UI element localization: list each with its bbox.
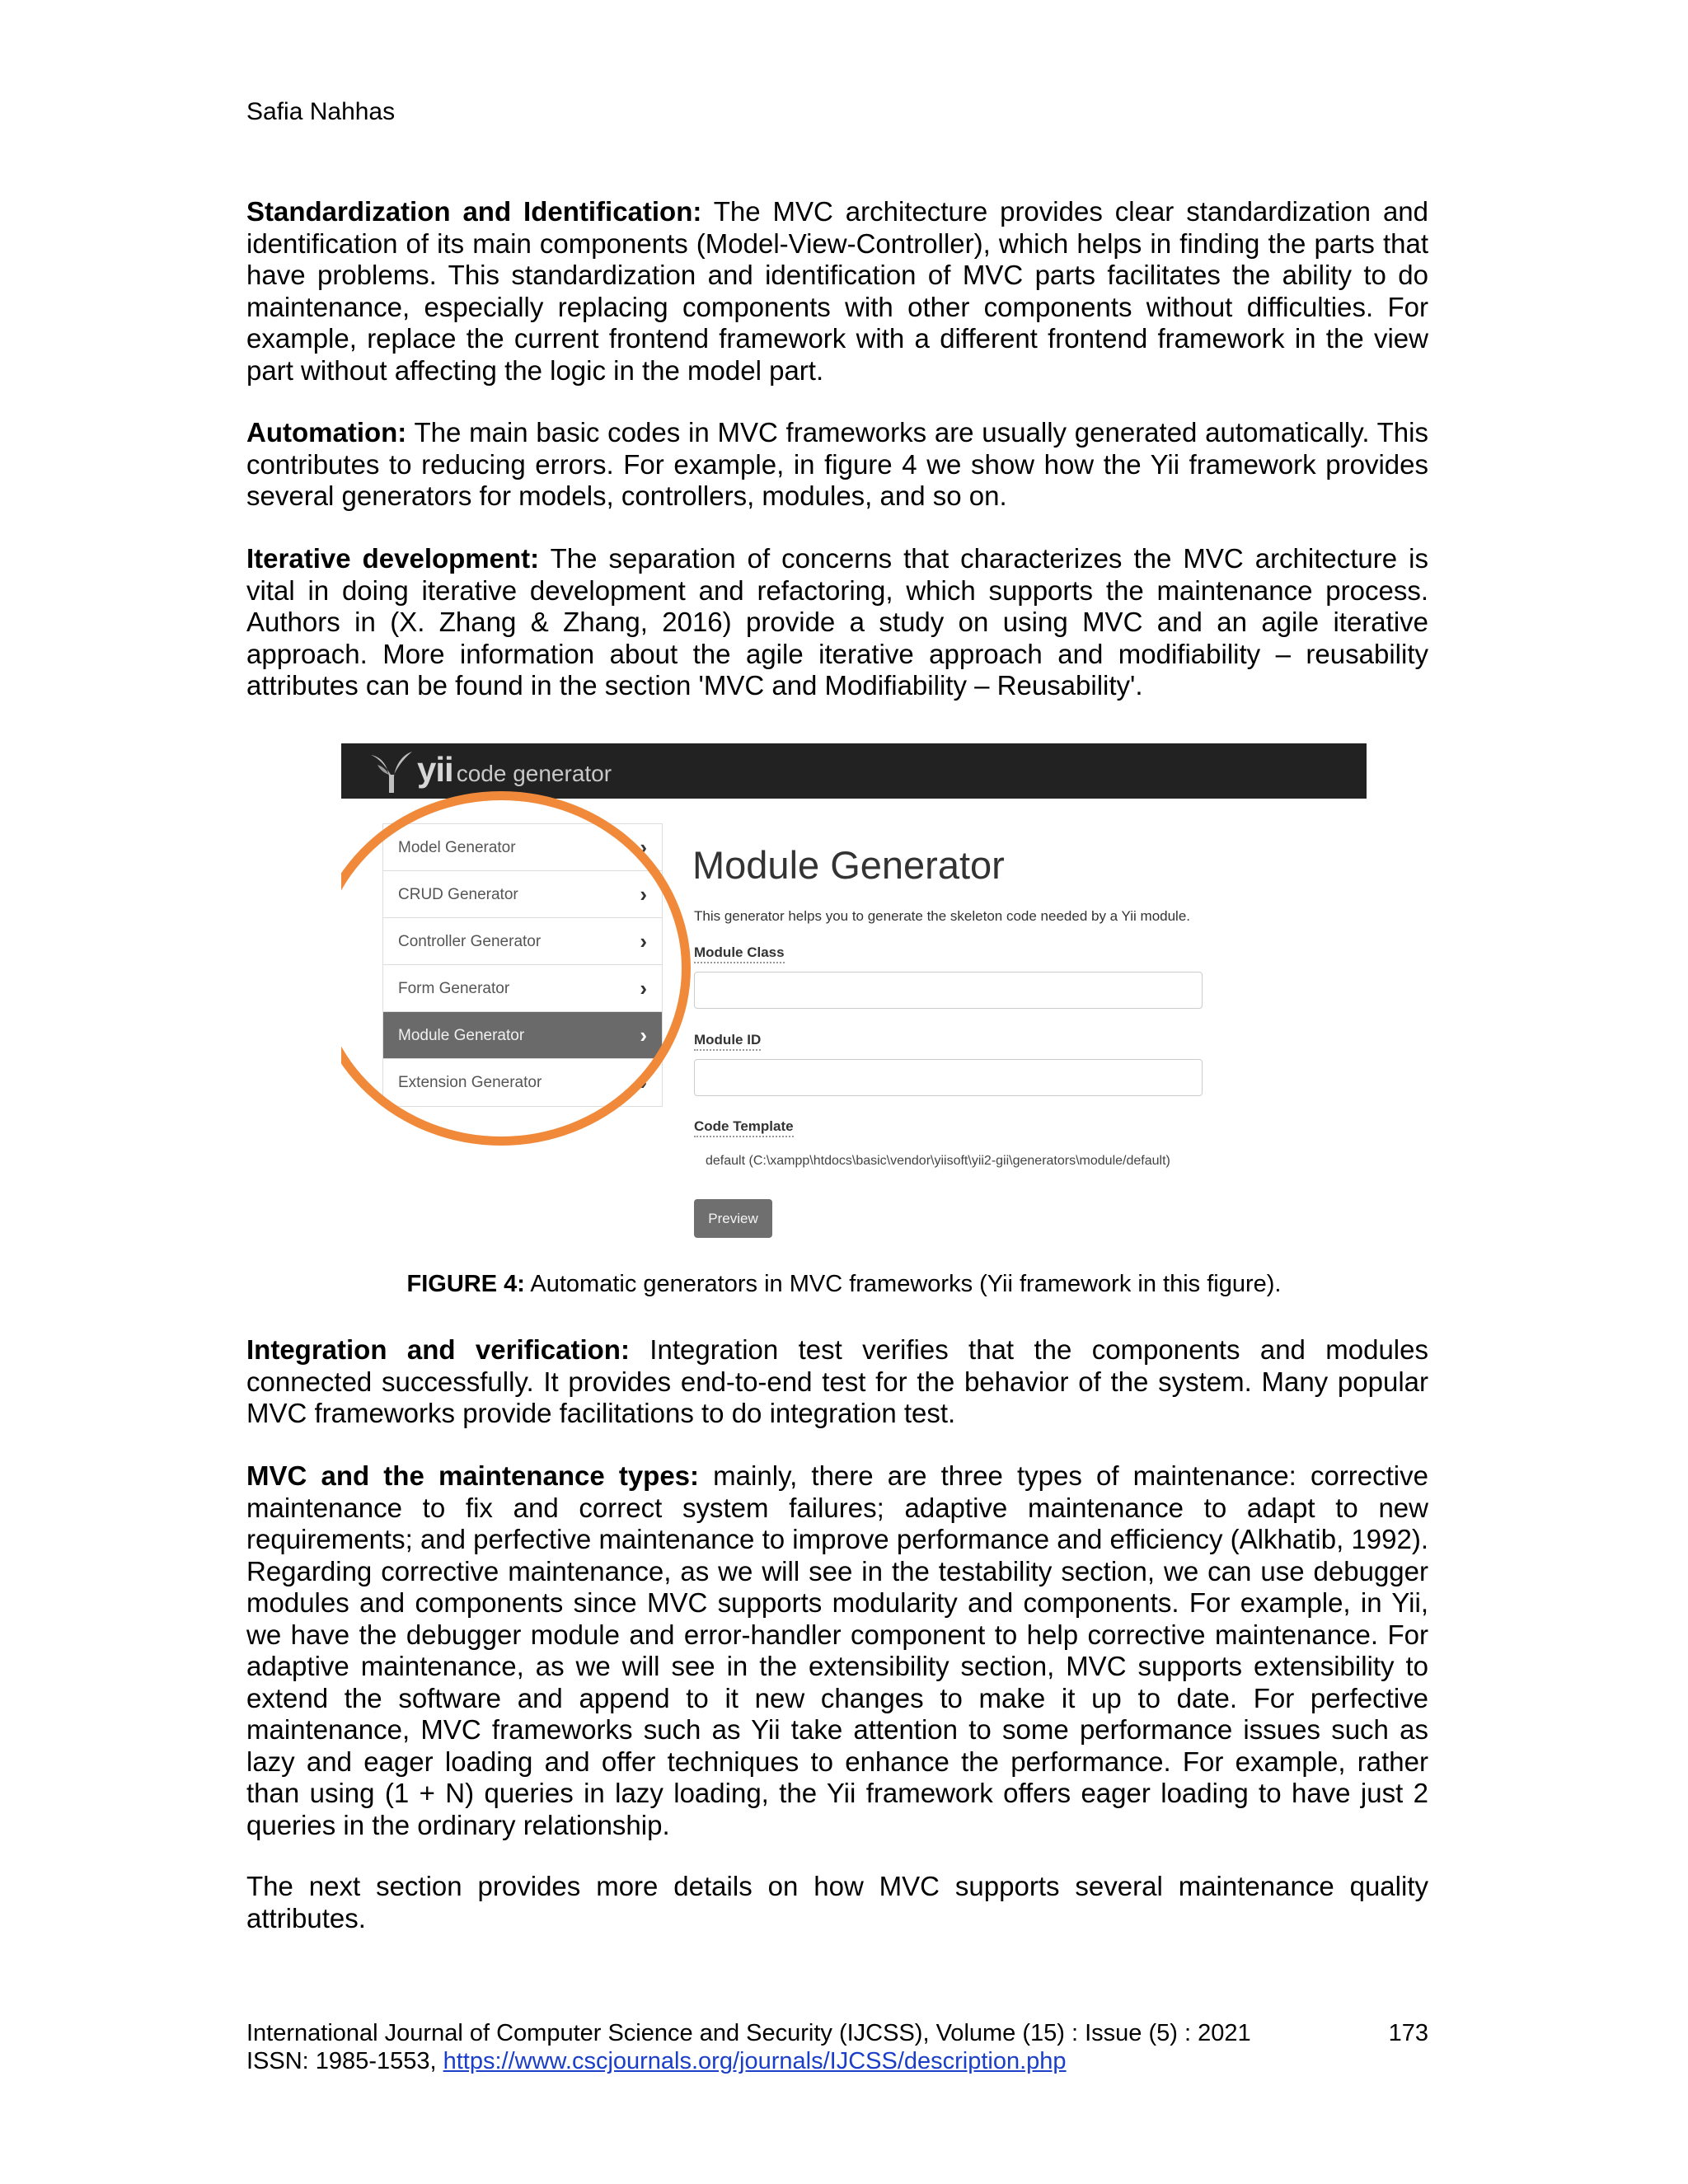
yii-brand-subtitle: code generator <box>456 761 612 786</box>
generator-item-label: Form Generator <box>398 980 510 997</box>
generator-item-crud[interactable] <box>383 871 662 918</box>
module-id-input[interactable] <box>694 1059 1203 1096</box>
code-template-radio-value[interactable]: default (C:\xampp\htdocs\basic\vendor\yiisoft\yii2-gii\generators\module/default) <box>706 1154 1170 1168</box>
figure-caption <box>0 1270 1688 1298</box>
paragraph-body: The separation of concerns that characterizes the MVC architecture is vital in doing iterative development and refactoring, which supports the maintenance process. Authors in (X. Zhang & Zhang, 2016) provide a study on using MVC and an agile iterative approach. More information about the agile iterative approach and modifiability – reusability attributes can be found in the section 'MVC and Modifiability – Reusability'. <box>246 543 1428 701</box>
generator-item-label: CRUD Generator <box>398 886 518 903</box>
journal-url-link[interactable]: https://www.cscjournals.org/journals/IJCSS/description.php <box>443 2048 1067 2074</box>
generator-item-extension[interactable] <box>383 1059 662 1106</box>
generator-item-model[interactable] <box>383 824 662 871</box>
figure-yii-code-generator <box>341 743 1367 1246</box>
paragraph-body: mainly, there are three types of maintenance: corrective maintenance to fix and correct system failures; adaptive maintenance to adapt to new requirements; and perfective maintenance to improve performance and efficiency (Alkhatib, 1992). Regarding corrective maintenance, as we will see in the testability section, we can use debugger modules and components since MVC supports modularity and components. For example, in Yii, we have the debugger module and error-handler component to help corrective maintenance. For adaptive maintenance, as we will see in the extensibility section, MVC supports extensibility to extend the software and append to it new changes to make it up to date. For perfective maintenance, MVC frameworks such as Yii take attention to some performance issues such as lazy and eager loading and offer techniques to enhance the performance. For example, rather than using (1 + N) queries in lazy loading, the Yii framework offers eager loading to have just 2 queries in the ordinary relationship. <box>246 1460 1428 1840</box>
generator-item-label: Model Generator <box>398 839 516 856</box>
chevron-right-icon: › <box>640 976 647 1001</box>
module-class-input[interactable] <box>694 972 1203 1009</box>
paragraph-maintenance-types <box>246 1460 1428 1841</box>
figure-caption-text: Automatic generators in MVC frameworks (Yii framework in this figure). <box>524 1271 1282 1297</box>
page-footer <box>246 2019 1428 2075</box>
generator-item-module[interactable] <box>383 1012 662 1059</box>
paragraph-integration-verification <box>246 1334 1428 1430</box>
chevron-right-icon: › <box>640 1070 647 1094</box>
paragraph-iterative-development <box>246 543 1428 702</box>
paragraph-heading: Integration and verification: <box>246 1334 630 1365</box>
code-template-label: Code Template <box>694 1118 794 1137</box>
paragraph-heading: Standardization and Identification: <box>246 196 702 227</box>
generator-item-form[interactable] <box>383 965 662 1012</box>
generator-item-controller[interactable] <box>383 918 662 965</box>
module-generator-title: Module Generator <box>692 843 1005 887</box>
running-header-author: Safia Nahhas <box>246 98 396 125</box>
chevron-right-icon: › <box>640 835 647 860</box>
generator-item-label: Controller Generator <box>398 933 542 950</box>
yii-top-navbar <box>341 743 1367 799</box>
chevron-right-icon: › <box>640 1023 647 1047</box>
footer-issn-line <box>246 2047 1428 2075</box>
paragraph-automation <box>246 417 1428 513</box>
module-id-label: Module ID <box>694 1032 761 1051</box>
footer-issn: ISSN: 1985-1553, <box>246 2048 443 2074</box>
generator-item-label: Extension Generator <box>398 1074 542 1091</box>
paragraph-heading: MVC and the maintenance types: <box>246 1460 700 1491</box>
paragraph-standardization <box>246 196 1428 387</box>
figure-caption-label: FIGURE 4: <box>406 1271 525 1297</box>
yii-brand-name: yii <box>417 750 453 789</box>
module-class-label: Module Class <box>694 944 785 963</box>
yii-brand[interactable] <box>417 750 612 790</box>
preview-button[interactable]: Preview <box>694 1199 772 1238</box>
paragraph-next-section: The next section provides more details on how MVC supports several maintenance quality attributes. <box>246 1871 1428 1933</box>
paragraph-body: The main basic codes in MVC frameworks are usually generated automatically. This contributes to reducing errors. For example, in figure 4 we show how the Yii framework provides several generators for models, controllers, modules, and so on. <box>246 417 1428 511</box>
page-number: 173 <box>1388 2020 1428 2046</box>
footer-journal-line <box>246 2019 1428 2047</box>
chevron-right-icon: › <box>640 882 647 907</box>
paragraph-heading: Automation: <box>246 417 407 448</box>
footer-journal-info: International Journal of Computer Science and Security (IJCSS), Volume (15) : Issue (5) : 2021 <box>246 2020 1251 2046</box>
paragraph-body: Integration test verifies that the components and modules connected successfully. It provides end-to-end test for the behavior of the system. Many popular MVC frameworks provide facilitations to do integration test. <box>246 1334 1428 1428</box>
generator-list <box>382 823 663 1107</box>
chevron-right-icon: › <box>640 929 647 954</box>
yii-logo-icon[interactable] <box>366 747 415 796</box>
paragraph-body: The MVC architecture provides clear standardization and identification of its main components (Model-View-Controller), which helps in finding the parts that have problems. This standardization and identification of MVC parts facilitates the ability to do maintenance, especially replacing components with other components without difficulties. For example, replace the current frontend framework with a different frontend framework in the view part without affecting the logic in the model part. <box>246 196 1429 386</box>
generator-item-label: Module Generator <box>398 1027 525 1044</box>
module-generator-description: This generator helps you to generate the skeleton code needed by a Yii module. <box>694 908 1191 924</box>
paragraph-heading: Iterative development: <box>246 543 540 574</box>
